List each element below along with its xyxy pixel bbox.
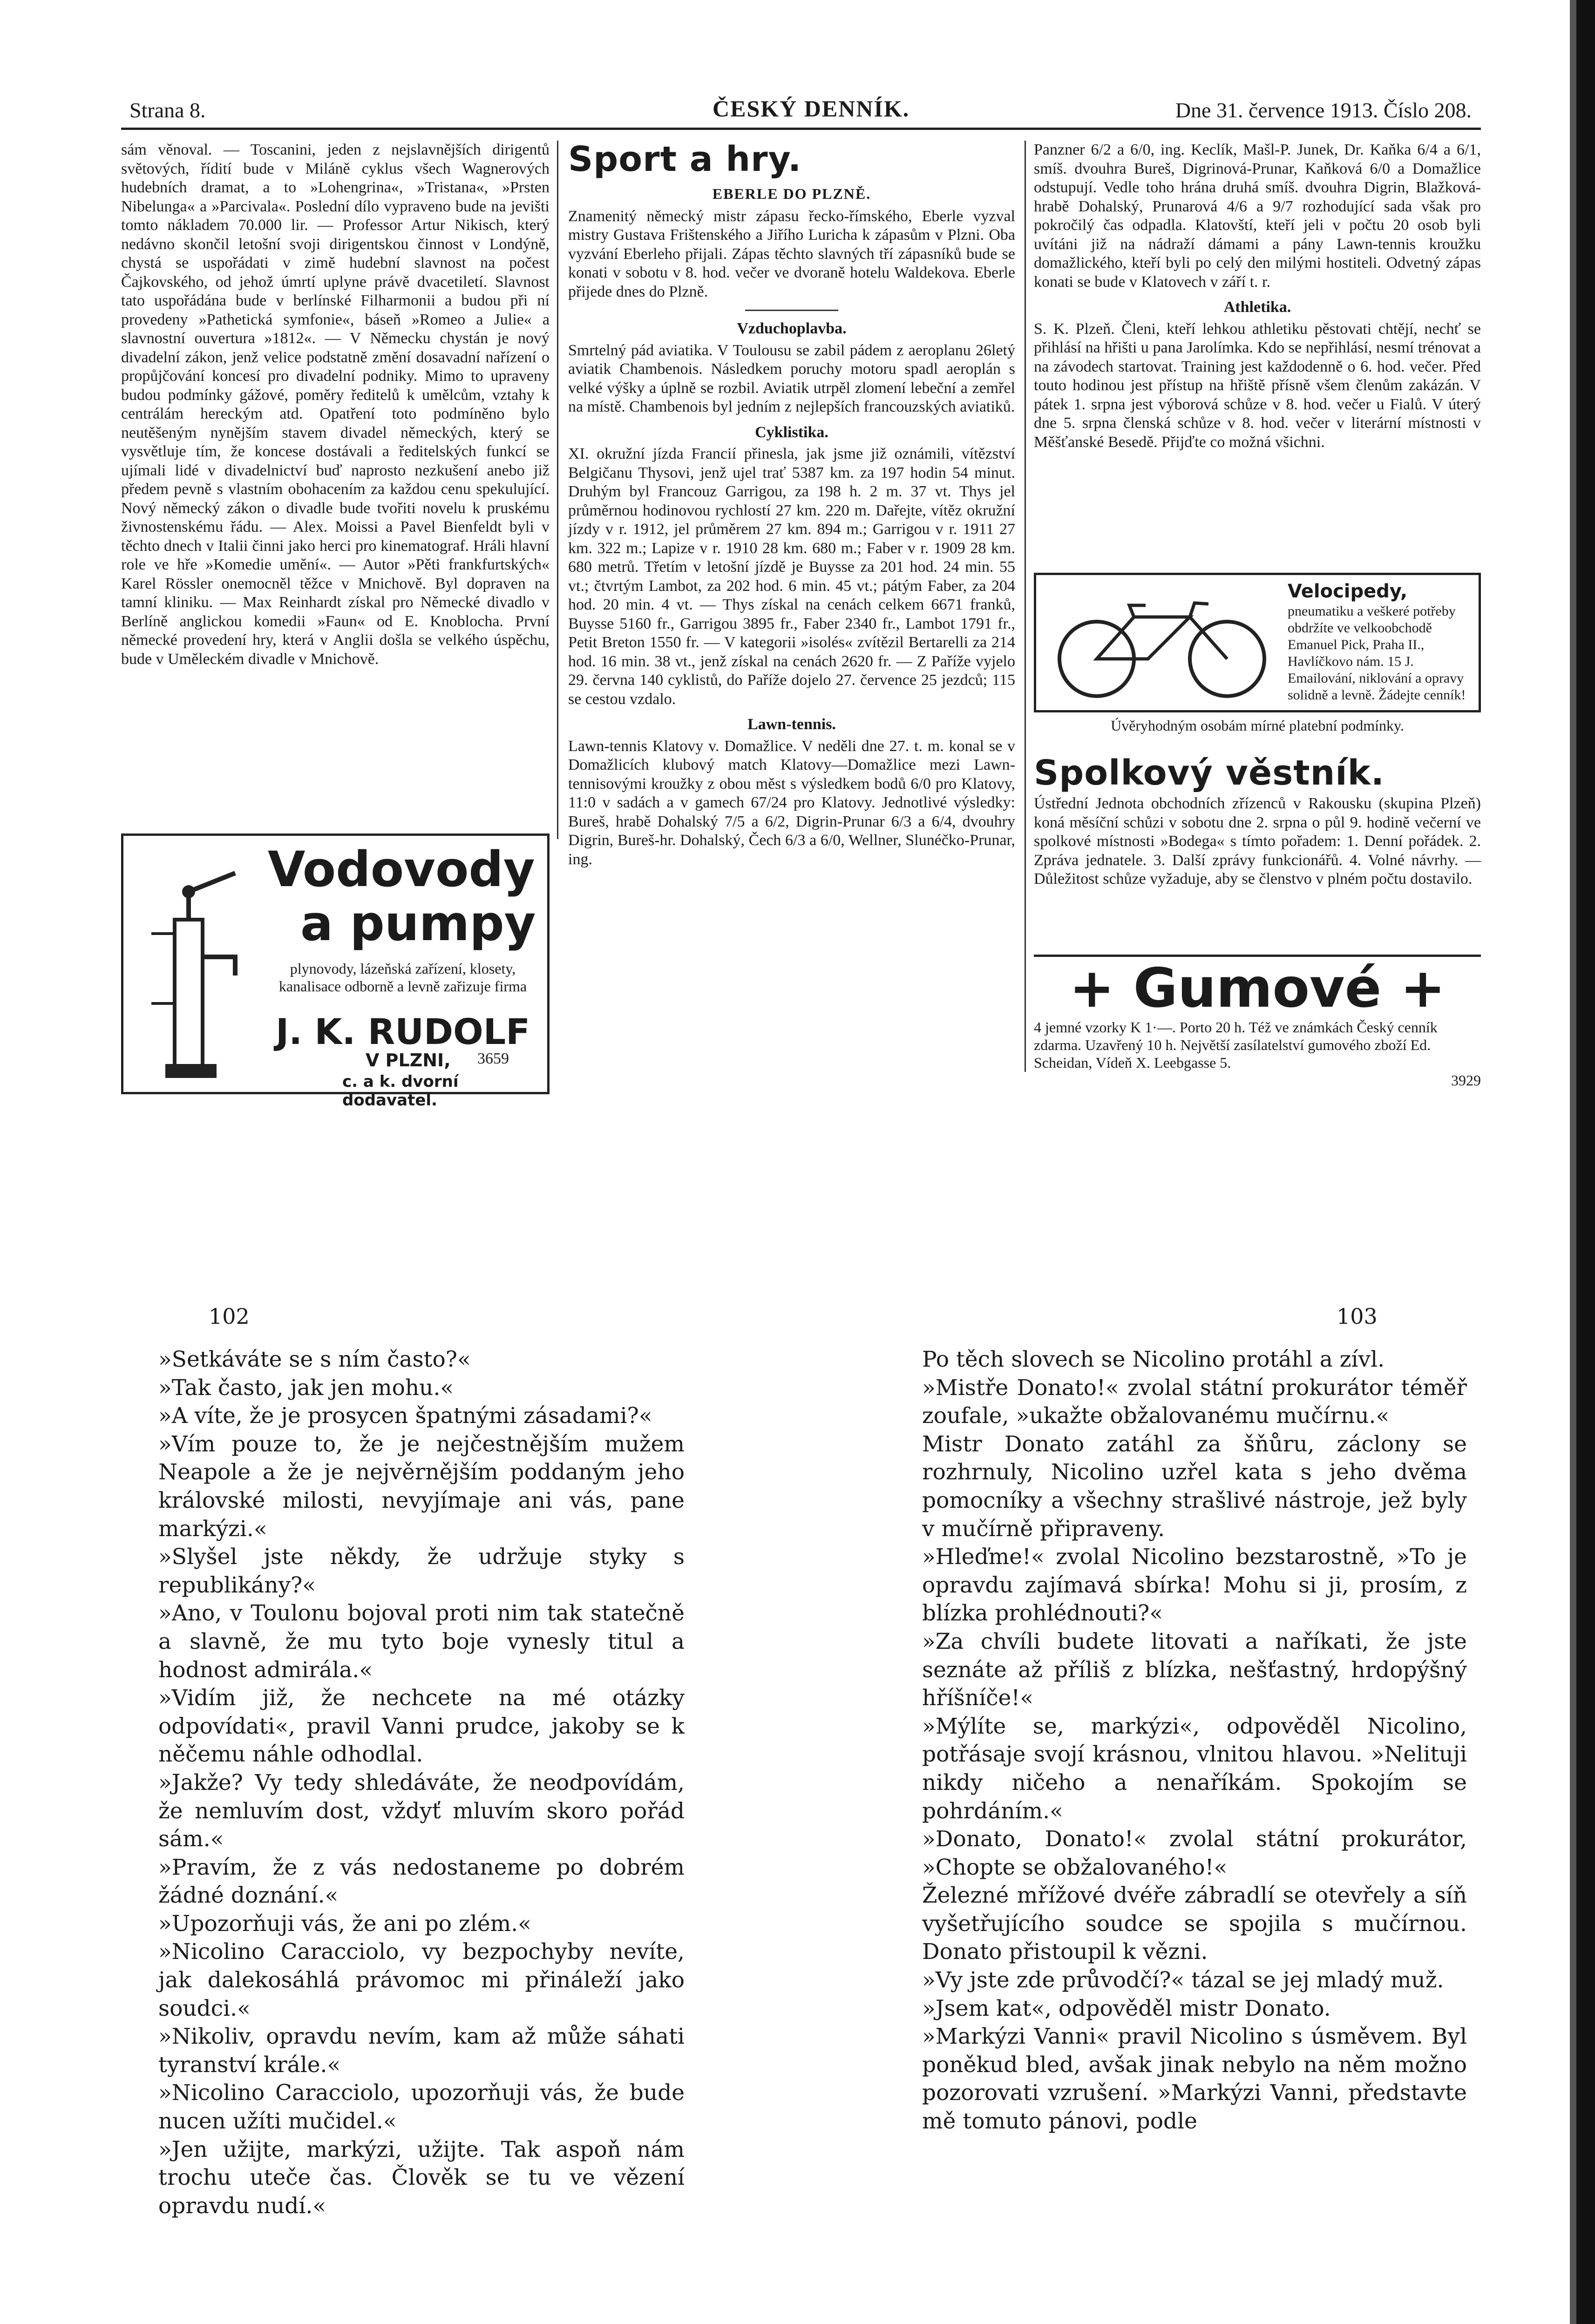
advert-title: + Gumové + xyxy=(1034,955,1481,1018)
section-title: Spolkový věstník. xyxy=(1034,753,1385,793)
book-paragraph: Po těch slovech se Nicolino protáhl a zívl. xyxy=(922,1347,1385,1372)
article-text: Lawn-tennis Klatovy v. Domažlice. V neděli dne 27. t. m. konal se v Domažlicích klubový match Klatovy—Domažlice mezi Lawn-tennisovými kroužky z obou měst s výsledkem bodů 6/0 pro Klatovy, 11:0 v sadách a v gamech 67/24 pro Klatovy. Jednotlivé výsledky: Bureš, hrabě Dohalský 7/5 a 6/2, Digrin-Prunar 6/3 a 6/4, dvouhry Digrin, Bureš-hr. Dohalský, Čech 6/3 a 6/0, Wellner, Slunéčko-Prunar, ing. xyxy=(568,737,1015,868)
article-text: sám věnoval. — Toscanini, jeden z nejslavnějších dirigentů světových, řídití bude v Miláně cyklus všech Wagnerových hudebních dramat, a to »Lohengrina«, »Tristana«, »Prsten Nibelunga« a »Parcivala«. Poslední dílo vypraveno bude na jevišti tomto nákladem 70.000 lir. — Professor Artur Nikisch, který nedávno skončil letošní svoji dirigentskou činnost v Londýně, chystá se uspořádati v zimě hudební slavnost na počest Čajkovského, od jehož úmrtí uplyne právě dvacetiletí. Slavnost tato uspořádána bude v berlínské Filharmonii a budou při ní provedeny »Pathetická symfonie«, báseň »Romeo a Julie« a slavnostní ouvertura »1812«. — V Německu chystán je nový divadelní zákon, jenž velice podstatně změní dosavadní nařízení o propůjčování koncesí pro divadelní podniky. Mimo to upraveny budou podmínky gážové, poměry ředitelů k umělcům, vztahy k centrálám hereckým atd. Opatření toto podmíněno bylo neutěšeným nynějším stavem divadel německých, který se vysvětluje tím, že koncese dostávali a ředitelských funkcí se ujímali lidé v divadelnictví buď naprosto nezkušení anebo již předem pevně s vlastním obohacením za každou cenu spekulující. Nový německý zákon o divadle bude tvořiti novelu k pruskému živnostenskému řádu. — Alex. Moissi a Pavel Bienfeldt byli v těchto dnech v Italii činni jako herci pro kinematograf. Hráli hlavní role ve hře »Komedie umění«. — Autor »Pěti frankfurtských« Karel Rössler onemocněl těžce v Mnichově. Byl dopraven na tamní kliniku. — Max Reinhardt získal pro Německé divadlo v Berlíně anglickou komedii »Faun« od E. Knoblocha. První německé provedení hry, která v Anglii došla se velkého úspěchu, bude v Uměleckém divadle v Mnichově. xyxy=(121,141,550,668)
book-paragraph: »Pravím, že z vás nedostaneme po dobrém žádné doznání.« xyxy=(158,1854,685,1909)
book-paragraph: »Vidím již, že nechcete na mé otázky odpovídati«, pravil Vanni prudce, jakoby se k něčemu náhle odhodlal. xyxy=(158,1685,685,1768)
book-paragraph: Mistr Donato zatáhl za šňůru, záclony se rozhrnuly, Nicolino uzřel kata s jeho dvěma pomocníky a všechny strašlivé nástroje, jež byly v mučírně připraveny. xyxy=(922,1431,1467,1542)
column-culture-news xyxy=(121,141,550,671)
advert-title: Vodovody xyxy=(268,841,535,898)
book-paragraph: »Markýzi Vanni« pravil Nicolino s úsměvem. Byl poněkud bled, avšak jinak nebylo na něm možno pozorovati vzrušení. »Markýzi Vanni, představte mě tomuto pánovi, podle xyxy=(922,2024,1467,2134)
book-page-number-right: 103 xyxy=(1337,1304,1378,1329)
advert-city: V PLZNI, xyxy=(366,1050,451,1071)
book-paragraph: »Nikoliv, opravdu nevím, kam až může sáhati tyranství krále.« xyxy=(158,2024,685,2078)
advert-description: pneumatiku a veškeré potřeby obdržíte ve velkoobchodě Emanuel Pick, Praha II., Havlíčkovo nám. 15 J. Emailování, niklování a opravy solidně a levně. Žádejte cenník! xyxy=(1288,603,1466,703)
advert-description: plynovody, lázeňská zařízení, klosety, kanalisace odborně a levně zařizuje firma xyxy=(278,960,527,995)
advert-velocipedy xyxy=(1034,573,1481,712)
book-paragraph: »Upozorňuji vás, že ani po zlém.« xyxy=(158,1911,531,1937)
scan-left-margin xyxy=(0,0,33,2324)
column-divider xyxy=(1025,141,1026,1072)
article-text: S. K. Plzeň. Členi, kteří lehkou athletiku pěstovati chtějí, nechť se přihlásí na hřišti u pana Jarolímka. Kdo se nepřihlásí, nesmí trénovat a na závodech startovat. Training jest každodenně o 6. hod. večer. Před touto hodinou jest přístup na hřiště přísně všem členům zakázán. V pátek 1. srpna jest výborová schůze v 8. hod. večer u Fialů. V úterý dne 5. srpna členská schůze v 8. hod. večer v literární místnosti v Měšťanské Besedě. Přijďte co možná všichni. xyxy=(1034,320,1481,451)
advert-title-second-line: a pumpy xyxy=(300,895,536,952)
issue-date: Dne 31. července 1913. Číslo 208. xyxy=(1175,98,1472,122)
water-pump-illustration xyxy=(142,864,254,1083)
book-paragraph: »Setkáváte se s ním často?« xyxy=(158,1347,471,1372)
advert-description: 4 jemné vzorky K 1·—. Porto 20 h. Též ve známkách Český cenník zdarma. Uzavřený 10 h. Největší zasílatelství gumového zboží Ed. Scheidan, Vídeň X. Leebgasse 5. xyxy=(1034,1019,1438,1071)
advert-number: 3929 xyxy=(1451,1072,1481,1089)
book-paragraph: »Jen užijte, markýzi, užijte. Tak aspoň nám trochu uteče čas. Člověk se tu ve vězení opravdu nudí.« xyxy=(158,2136,685,2219)
article-text: Ústřední Jednota obchodních zřízenců v Rakousku (skupina Plzeň) koná měsíční schůzi v sobotu dne 2. srpna o půl 9. hodině večerní ve spolkové místnosti »Bodega« s tímto pořadem: 1. Denní pořádek. 2. Zpráva jednatele. 3. Další zprávy funkcionářů. 4. Volné návrhy. — Důležitost schůze vyžaduje, aby se členstvo v plném počtu dostavilo. xyxy=(1034,795,1481,888)
newspaper-page xyxy=(121,88,1481,1110)
advert-vodovody xyxy=(121,833,550,1110)
page-number-label: Strana 8. xyxy=(129,98,206,122)
article-text: Znamenitý německý mistr zápasu řecko-římského, Eberle vyzval mistry Gustava Frištenského a Jiřího Luricha k zápasům v Plzni. Oba vyzvání Eberleho přijali. Zápas těchto slavných tří zápasníků bude se konati v sobotu v 8. hod. večer ve dvoraně hotelu Waldekova. Eberle přijede dnes do Plzně. xyxy=(568,207,1015,300)
bicycle-illustration xyxy=(1045,594,1278,701)
column-club-bulletin xyxy=(1034,754,1481,889)
article-heading: Athletika. xyxy=(1223,298,1291,316)
advert-supplier: c. a k. dvorní dodavatel. xyxy=(342,1072,459,1110)
column-divider xyxy=(557,141,558,839)
advert-number: 3659 xyxy=(477,1050,509,1067)
book-paragraph: »Za chvíli budete litovati a naříkati, že jste seznáte až příliš z blízka, nešťastný, hrdopýšný hříšníče!« xyxy=(922,1628,1467,1711)
article-text: XI. okružní jízda Francií přinesla, jak jsme již oznámili, vítězství Belgičanu Thysovi, jenž ujel trať 5387 km. za 197 hodin 54 minut. Druhým byl Francouz Garrigou, za 198 h. 2 m. 37 vt. Thys jel průměrnou hodinovou rychlostí 27 km. 220 m. Dařejte, vítěz okružní jízdy v r. 1912, jel průměrem 27 km. 894 m.; Garrigou v r. 1911 27 km. 322 m.; Lapize v r. 1910 28 km. 680 m.; Faber v r. 1909 28 km. 680 metrů. Třetím v letošní jízdě je Buysse za 201 hod. 24 min. 55 vt.; čtvrtým Lambot, za 202 hod. 6 min. 45 vt.; pátým Faber, za 204 hod. 20 min. 4 vt. — Thys získal na cenách celkem 6671 franků, Buysse 5160 fr., Garrigou 3895 fr., Faber 2340 fr., Lambot 1791 fr., Petit Breton 1550 fr. — V kategorii »isolés« zvítězil Bertarelli za 214 hod. 16 min. 38 vt., jenž získal na cenách 2620 fr. — Z Paříže vyjelo 29. června 140 cyklistů, do Paříže dojelo 27. července 25 jezdců; 115 se cestou vzdalo. xyxy=(568,445,1015,708)
column-sport-continued xyxy=(1034,141,1481,454)
article-heading: Vzduchoplavba. xyxy=(737,320,847,337)
book-paragraph: »A víte, že je prosycen špatnými zásadami?« xyxy=(158,1403,652,1429)
book-page-number-left: 102 xyxy=(209,1304,250,1329)
book-paragraph: »Mistře Donato!« zvolal státní prokurátor téměř zoufale, »ukažte obžalovanému mučírnu.« xyxy=(922,1375,1467,1429)
book-page-left xyxy=(158,1346,685,2220)
book-paragraph: »Tak často, jak jen mohu.« xyxy=(158,1375,454,1401)
book-paragraph: »Slyšel jste někdy, že udržuje styky s republikány?« xyxy=(158,1544,685,1598)
newspaper-title: ČESKÝ DENNÍK. xyxy=(713,95,910,122)
column-sport xyxy=(568,141,1015,871)
advert-title: Velocipedy, xyxy=(1288,581,1408,602)
book-page-right xyxy=(922,1346,1467,2136)
advert-footer: Úvěryhodným osobám mírné platební podmínky. xyxy=(1111,717,1404,734)
article-heading: EBERLE DO PLZNĚ. xyxy=(712,185,871,202)
book-paragraph: »Vy jste zde průvodčí?« tázal se jej mladý muž. xyxy=(922,1967,1444,1993)
book-paragraph: »Nicolino Caracciolo, upozorňuji vás, že bude nucen užíti mučidel.« xyxy=(158,2080,685,2134)
article-heading: Cyklistika. xyxy=(755,423,828,441)
book-paragraph: »Hleďme!« zvolal Nicolino bezstarostně, »To je opravdu zajímavá sbírka! Mohu si ji, prosím, z blízka prohlédnouti?« xyxy=(922,1544,1467,1626)
advert-gumove xyxy=(1034,955,1481,1094)
advert-firm-name: J. K. RUDOLF xyxy=(275,1011,530,1052)
book-paragraph: »Mýlíte se, markýzi«, odpověděl Nicolino, potřásaje svojí krásnou, vlnitou hlavou. »Nelituji nikdy ničeho a nenaříkám. Spokojím se pohrdáním.« xyxy=(922,1713,1467,1824)
page-header xyxy=(121,88,1481,130)
book-paragraph: »Ano, v Toulonu bojoval proti nim tak statečně a slavně, že mu tyto boje vynesly titul a hodnost admirála.« xyxy=(158,1600,685,1683)
article-text: Smrtelný pád aviatika. V Toulousu se zabil pádem z aeroplanu 26letý aviatik Chambenois. Následkem poruchy motoru spadl aeroplán s velké výšky a úplně se rozbil. Aviatik utrpěl zlomení lebeční a zemřel na místě. Chambenois byl jedním z nejlepších francouzských aviatiků. xyxy=(568,341,1015,415)
book-paragraph: »Donato, Donato!« zvolal státní prokurátor, »Chopte se obžalovaného!« xyxy=(922,1826,1467,1880)
divider xyxy=(745,310,838,311)
book-paragraph: »Nicolino Caracciolo, vy bezpochyby nevíte, jak dalekosáhlá právomoc mi přináleží jako soudci.« xyxy=(158,1939,685,2021)
book-paragraph: Železné mřížové dvéře zábradlí se otevřely a síň vyšetřujícího soudce se spojila s mučírnou. Donato přistoupil k vězni. xyxy=(922,1883,1467,1965)
book-paragraph: »Jakže? Vy tedy shledáváte, že neodpovídám, že nemluvím dost, vždyť mluvím skoro pořád sám.« xyxy=(158,1769,685,1852)
scan-right-edge xyxy=(1576,0,1595,2324)
book-paragraph: »Vím pouze to, že je nejčestnějším mužem Neapole a že je nejvěrnějším poddaným jeho královské milosti, nevyjímaje ani vás, pane markýzi.« xyxy=(158,1431,685,1542)
scan-right-shadow xyxy=(1570,0,1576,2324)
article-text: Panzner 6/2 a 6/0, ing. Keclík, Mašl-P. Junek, Dr. Kaňka 6/4 a 6/1, smíš. dvouhra Bureš, Digrinová-Prunar, Kaňková 6/0 a Domažlice odstupují. Vedle toho hrána druhá smíš. dvouhra Digrin, Blažková-hrabě Dohalský, Prunarová 4/6 a 9/7 rozhodující sada však pro pokročilý čas odpadla. Klatovští, kteří jeli v počtu 20 osob byli uvítáni již na nádraží dámami a pány Lawn-tennis kroužku domažlického, kteří byli po celý den milými hostiteli. Odvetný zápas konati se bude v Klatovech v září t. r. xyxy=(1034,141,1481,291)
section-title: Sport a hry. xyxy=(568,139,802,179)
book-paragraph: »Jsem kat«, odpověděl mistr Donato. xyxy=(922,1995,1331,2021)
article-heading: Lawn-tennis. xyxy=(747,716,836,733)
